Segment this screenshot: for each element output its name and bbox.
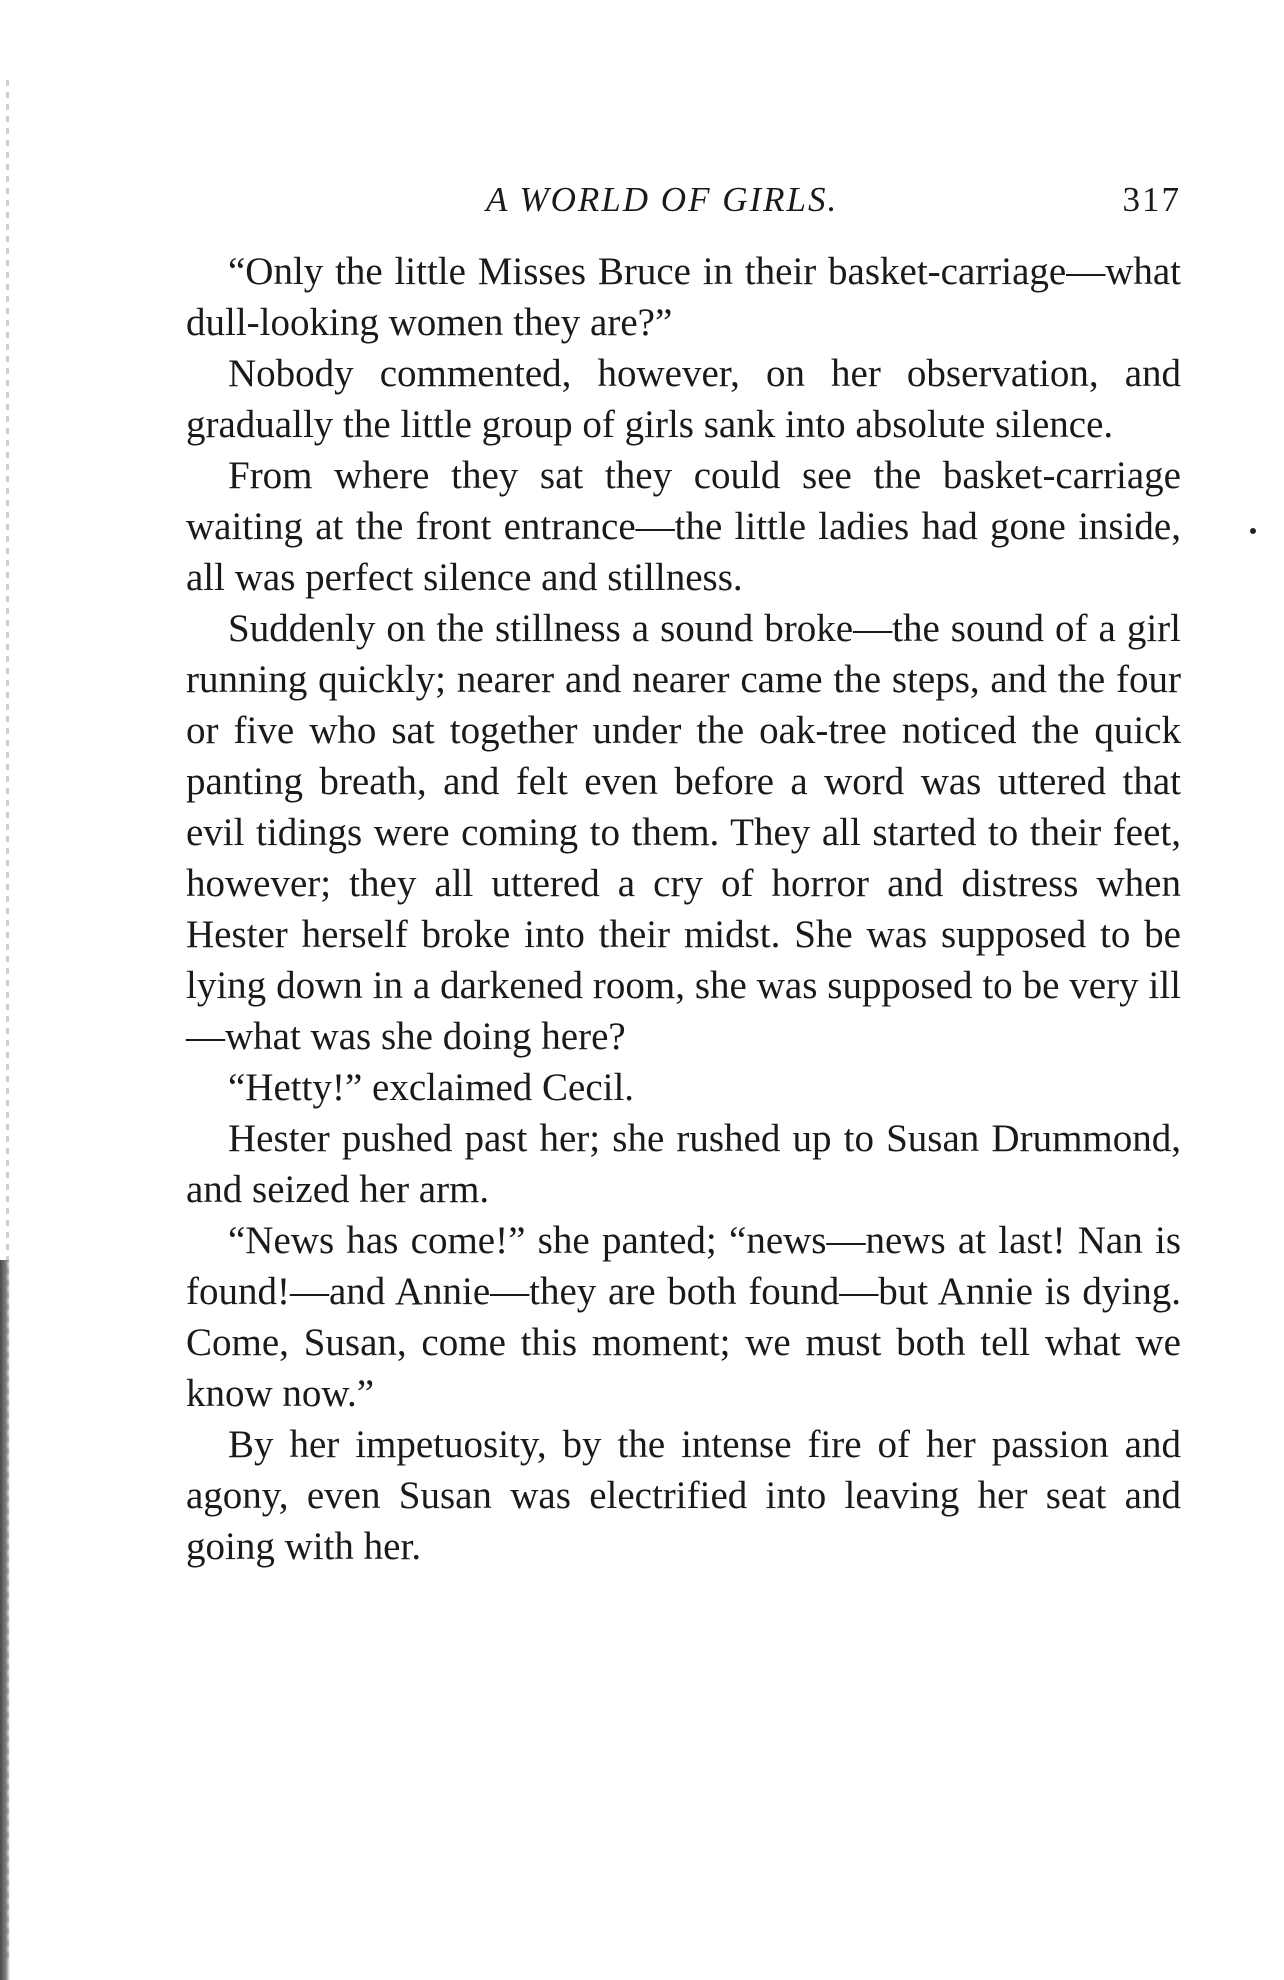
- paragraph: Hester pushed past her; she rushed up to Susan Drummond, and seized her arm.: [186, 1117, 1181, 1211]
- paragraph: “Only the little Misses Bruce in their basket-carriage—what dull-looking women they are?”: [186, 250, 1181, 344]
- running-head: [186, 180, 1181, 232]
- book-page: [186, 180, 1181, 1572]
- ink-dot: [1250, 528, 1256, 534]
- paragraph: “News has come!” she panted; “news—news at last! Nan is found!—and Annie—they are both found—but Annie is dying. Come, Susan, come this moment; we must both tell what we know now.”: [186, 1219, 1181, 1415]
- paragraph: Nobody commented, however, on her observation, and gradually the little group of girls sank into absolute silence.: [186, 352, 1181, 446]
- running-title: A WORLD OF GIRLS.: [486, 180, 839, 219]
- paragraph: Suddenly on the stillness a sound broke—the sound of a girl running quickly; nearer and nearer came the steps, and the four or five who sat together under the oak-tree noticed the quick panting breath, and felt even before a word was uttered that evil tidings were coming to them. They all started to their feet, however; they all uttered a cry of horror and distress when Hester herself broke into their midst. She was supposed to be lying down in a darkened room, she was supposed to be very ill—what was she doing here?: [186, 607, 1181, 1058]
- paragraph: From where they sat they could see the basket-carriage waiting at the front entrance—the little ladies had gone inside, all was perfect silence and stillness.: [186, 454, 1181, 599]
- page-gutter: [0, 0, 18, 1980]
- paragraph: “Hetty!” exclaimed Cecil.: [228, 1066, 635, 1109]
- paragraph: By her impetuosity, by the intense fire of her passion and agony, even Susan was electrified into leaving her seat and going with her.: [186, 1423, 1181, 1568]
- binding-shadow: [0, 1260, 10, 1980]
- page-number: 317: [1122, 180, 1181, 219]
- body-text: [186, 246, 1181, 1572]
